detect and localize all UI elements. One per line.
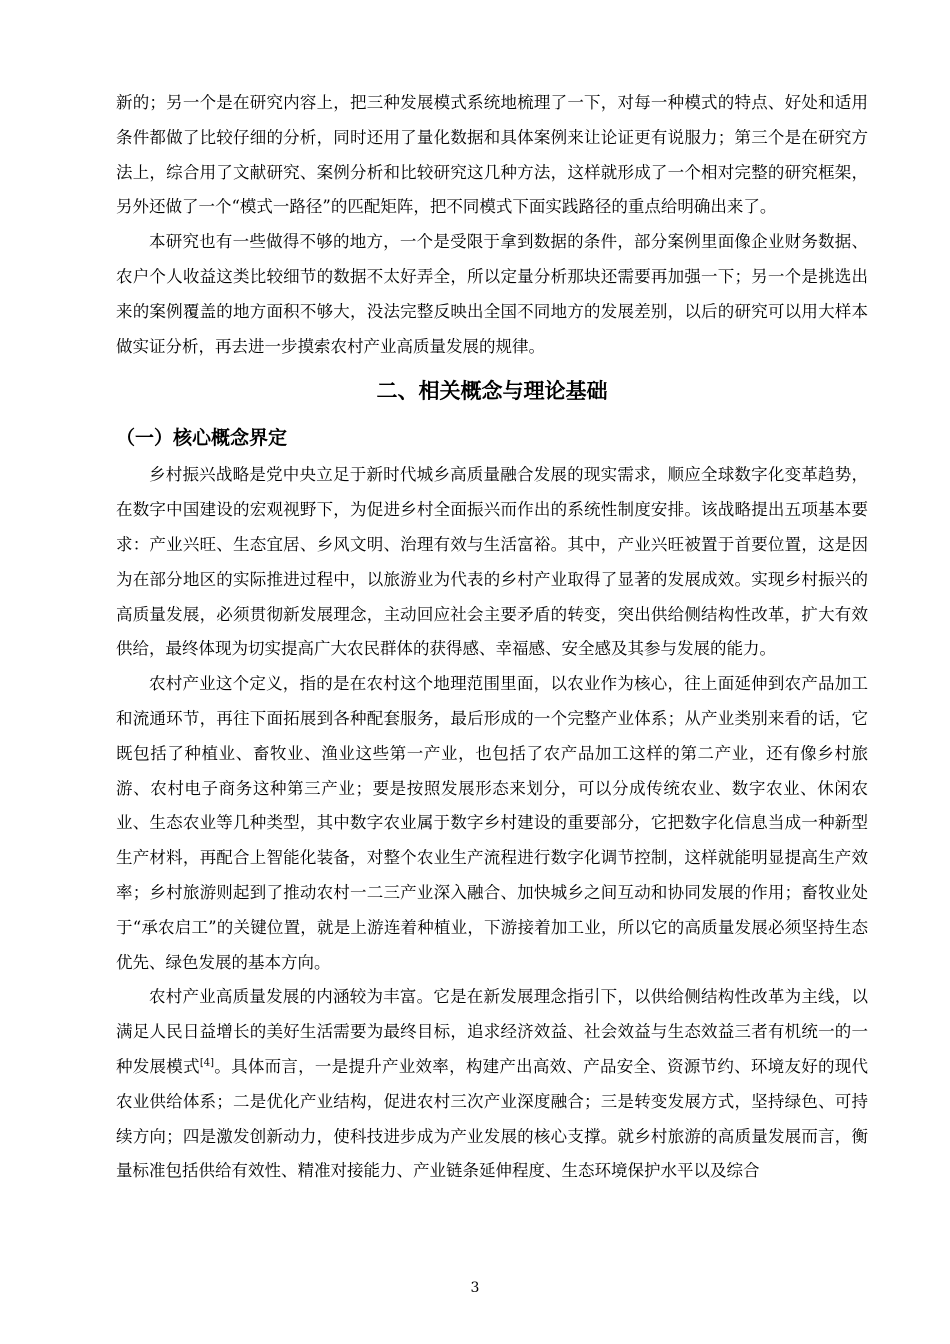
paragraph-research-innovation-continued: 新的；另一个是在研究内容上，把三种发展模式系统地梳理了一下，对每一种模式的特点、好处和适用条件都做了比较仔细的分析，同时还用了量化数据和具体案例来让论证更有说服力；第三个是在研究方法上，综合用了文献研究、案例分析和比较研究这几种方法，这样就形成了一个相对完整的研究框架，另外还做了一个“模式一路径”的匹配矩阵，把不同模式下面实践路径的重点给明确出来了。 bbox=[116, 93, 868, 217]
subsection-title: （一）核心概念界定 bbox=[116, 427, 288, 450]
paragraph-text: 。具体而言，一是提升产业效率，构建产出高效、产品安全、资源节约、环境友好的现代农业供给体系；二是优化产业结构，促进农村三次产业深度融合；三是转变发展方式，坚持绿色、可持续方向；四是激发创新动力，使科技进步成为产业发展的核心支撑。就乡村旅游的高质量发展而言，衡量标准包括供给有效性、精准对接能力、产业链条延伸程度、生态环境保护水平以及综合 bbox=[116, 1056, 869, 1181]
section-title: 二、相关概念与理论基础 bbox=[376, 379, 608, 404]
page-number: 3 bbox=[470, 1280, 480, 1296]
paragraph-research-limitations: 本研究也有一些做得不够的地方，一个是受限于拿到数据的条件，部分案例里面像企业财务数据、农户个人收益这类比较细节的数据不太好弄全，所以定量分析那块还需要再加强一下；另一个是挑选出来的案例覆盖的地方面积不够大，没法完整反映出全国不同地方的发展差别，以后的研究可以用大样本做实证分析，再去进一步摸索农村产业高质量发展的规律。 bbox=[116, 232, 868, 356]
paragraph-rural-revitalization-strategy: 乡村振兴战略是党中央立足于新时代城乡高质量融合发展的现实需求，顺应全球数字化变革趋势，在数字中国建设的宏观视野下，为促进乡村全面振兴而作出的系统性制度安排。该战略提出五项基本要求：产业兴旺、生态宜居、乡风文明、治理有效与生活富裕。其中，产业兴旺被置于首要位置，这是因为在部分地区的实际推进过程中，以旅游业为代表的乡村产业取得了显著的发展成效。实现乡村振兴的高质量发展，必须贯彻新发展理念，主动回应社会主要矛盾的转变，突出供给侧结构性改革，扩大有效供给，最终体现为切实提高广大农民群体的获得感、幸福感、安全感及其参与发展的能力。 bbox=[116, 465, 868, 659]
document-page bbox=[116, 86, 868, 1189]
paragraph-high-quality-development bbox=[116, 980, 868, 1189]
paragraph-rural-industry-definition: 农村产业这个定义，指的是在农村这个地理范围里面，以农业作为核心，往上面延伸到农产品加工和流通环节，再往下面拓展到各种配套服务，最后形成的一个完整产业体系；从产业类别来看的话，它既包括了种植业、畜牧业、渔业这些第一产业，也包括了农产品加工这样的第二产业，还有像乡村旅游、农村电子商务这种第三产业；要是按照发展形态来划分，可以分成传统农业、数字农业、休闲农业、生态农业等几种类型，其中数字农业属于数字乡村建设的重要部分，它把数字化信息当成一种新型生产材料，再配合上智能化装备，对整个农业生产流程进行数字化调节控制，这样就能明显提高生产效率；乡村旅游则起到了推动农村一二三产业深入融合、加快城乡之间互动和协同发展的作用；畜牧业处于“承农启工”的关键位置，就是上游连着种植业，下游接着加工业，所以它的高质量发展必须坚持生态优先、绿色发展的基本方向。 bbox=[116, 674, 868, 972]
paragraph-text: 农村产业高质量发展的内涵较为丰富。它是在新发展理念指引下，以供给侧结构性改革为主线，以满足人民日益增长的美好生活需要为最终目标，追求经济效益、社会效益与生态效益三者有机统一的一种发展模式 bbox=[116, 987, 868, 1076]
citation-reference: [4] bbox=[199, 1057, 215, 1069]
